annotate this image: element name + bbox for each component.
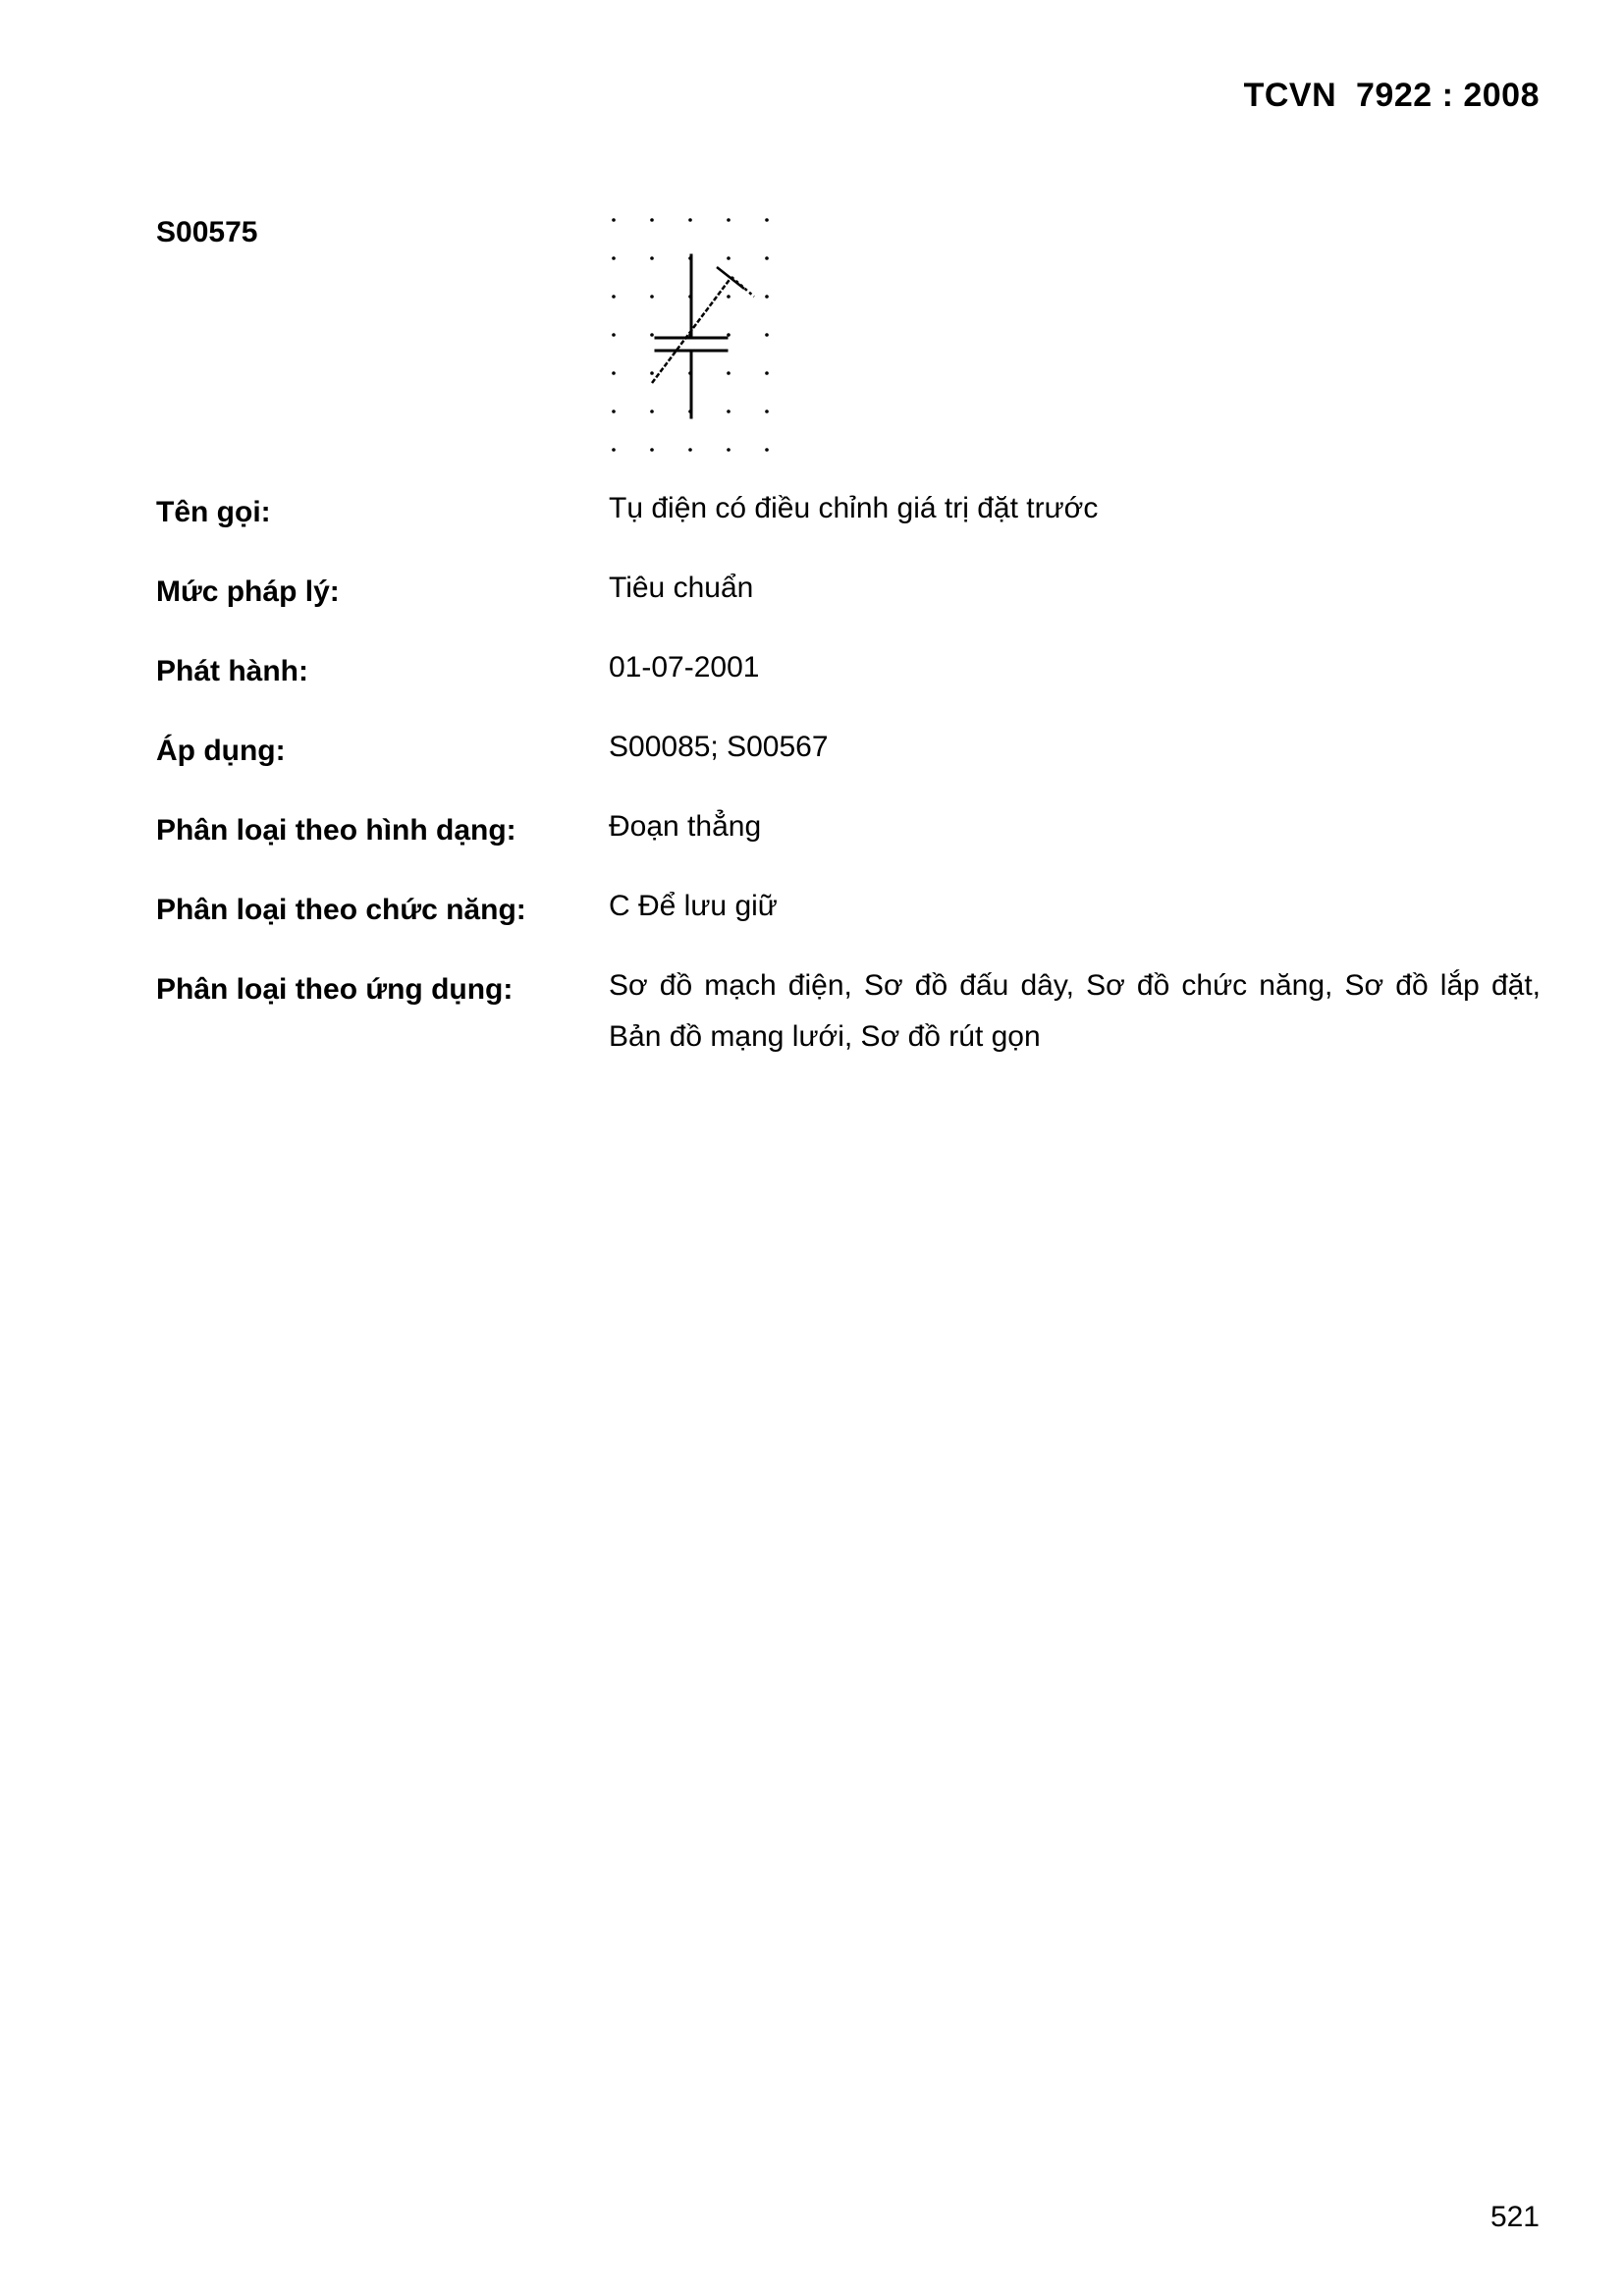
grid-dot: [688, 448, 692, 452]
property-shape-class: [156, 809, 1541, 852]
grid-dot: [765, 333, 769, 337]
property-label: Phân loại theo ứng dụng:: [156, 973, 514, 1006]
property-label: Phát hành:: [156, 655, 308, 687]
grid-dot: [765, 371, 769, 375]
grid-dot: [650, 218, 654, 222]
grid-dot: [612, 295, 616, 299]
property-value: C Để lưu giữ: [609, 890, 778, 922]
property-legal-level: [156, 571, 1541, 614]
grid-dot: [727, 371, 731, 375]
property-value: Tiêu chuẩn: [609, 572, 754, 604]
symbol-properties: [156, 491, 1541, 1099]
page-number: 521: [1489, 2201, 1540, 2233]
property-label: Phân loại theo hình dạng:: [156, 814, 516, 847]
grid-dot: [727, 256, 731, 260]
grid-dot: [650, 371, 654, 375]
grid-dot: [650, 448, 654, 452]
grid-dot: [765, 256, 769, 260]
grid-dot: [612, 333, 616, 337]
property-value: S00085; S00567: [609, 731, 829, 763]
grid-dot: [612, 218, 616, 222]
grid-dot: [612, 448, 616, 452]
property-application-class: [156, 968, 1541, 1063]
grid-dot: [612, 256, 616, 260]
grid-dot: [650, 410, 654, 413]
grid-dot: [612, 410, 616, 413]
grid-dot: [765, 410, 769, 413]
capacitor-symbol-strokes: [656, 255, 727, 417]
adjustable-capacitor-preset-symbol-icon: [599, 206, 785, 462]
property-value: Sơ đồ mạch điện, Sơ đồ đấu dây, Sơ đồ chức năng, Sơ đồ lắp đặt, Bản đồ mạng lưới, Sơ đồ rút gọn: [609, 969, 1541, 1053]
grid-dot: [765, 218, 769, 222]
property-label: Áp dụng:: [156, 735, 286, 767]
grid-dot: [612, 371, 616, 375]
grid-dot: [765, 295, 769, 299]
grid-dot: [727, 448, 731, 452]
property-issued: [156, 650, 1541, 693]
property-function-class: [156, 889, 1541, 932]
property-label: Tên gọi:: [156, 496, 271, 528]
property-value: 01-07-2001: [609, 651, 760, 683]
grid-dot: [727, 218, 731, 222]
property-label: Phân loại theo chức năng:: [156, 894, 526, 926]
property-value: Tụ điện có điều chỉnh giá trị đặt trước: [609, 492, 1099, 524]
grid-dot: [727, 333, 731, 337]
property-applies: [156, 730, 1541, 773]
preset-adjust-arrow: [652, 267, 754, 383]
grid-dot: [765, 448, 769, 452]
property-label: Mức pháp lý:: [156, 575, 340, 608]
grid-dot: [688, 218, 692, 222]
grid-dot: [650, 333, 654, 337]
property-value: Đoạn thẳng: [609, 810, 762, 843]
standard-header: TCVN 7922 : 2008: [1243, 77, 1540, 114]
grid-dot: [727, 295, 731, 299]
grid-dot: [650, 295, 654, 299]
grid-dot: [650, 256, 654, 260]
grid-dot: [727, 410, 731, 413]
symbol-code: S00575: [156, 216, 258, 248]
property-name: [156, 491, 1541, 534]
